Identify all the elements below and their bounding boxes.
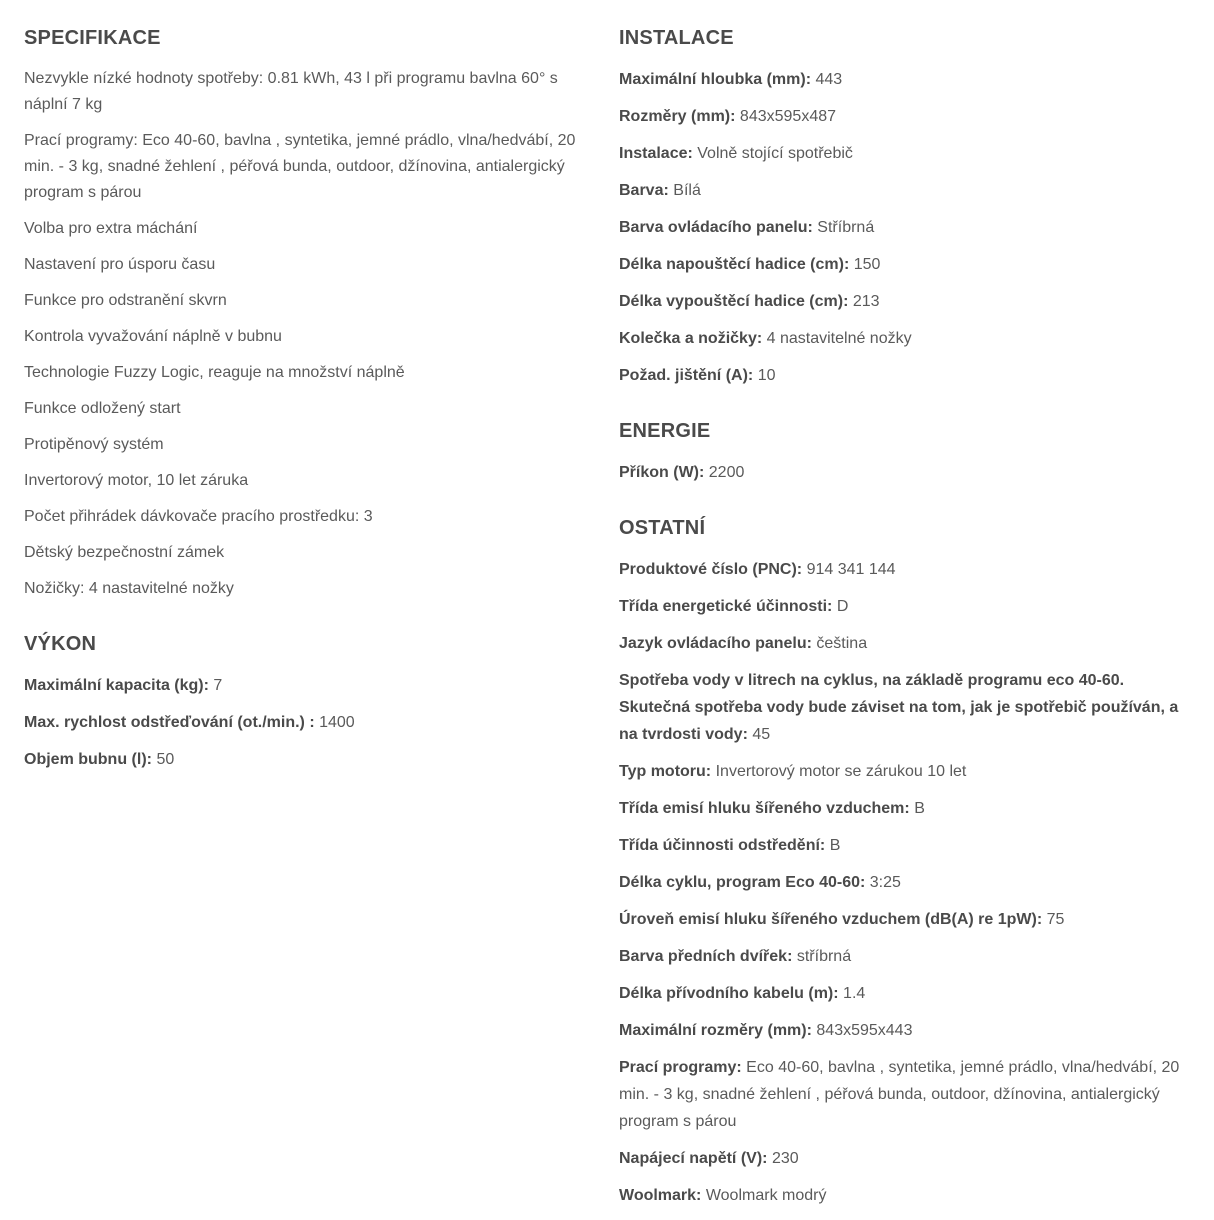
spec-key: Prací programy: bbox=[619, 1059, 742, 1076]
spec-value: 7 bbox=[213, 677, 223, 694]
spec-key: Barva: bbox=[619, 182, 669, 199]
spec-value: Bílá bbox=[673, 182, 701, 199]
spec-key: Délka napouštěcí hadice (cm): bbox=[619, 256, 850, 273]
spec-key: Délka cyklu, program Eco 40-60: bbox=[619, 874, 866, 891]
spec-row bbox=[619, 1182, 1189, 1209]
spec-item: Nožičky: 4 nastavitelné nožky bbox=[24, 580, 234, 597]
spec-row bbox=[619, 1054, 1189, 1135]
spec-key: Třída účinnosti odstředění: bbox=[619, 837, 826, 854]
left-column bbox=[24, 0, 594, 783]
spec-row bbox=[619, 795, 1189, 822]
spec-value: 4 nastavitelné nožky bbox=[766, 330, 912, 347]
spec-value: 914 341 144 bbox=[806, 561, 896, 578]
spec-row bbox=[619, 943, 1189, 970]
spec-value: Invertorový motor se zárukou 10 let bbox=[715, 763, 967, 780]
spec-value: 75 bbox=[1046, 911, 1065, 928]
spec-value: 213 bbox=[852, 293, 880, 310]
spec-value: D bbox=[836, 598, 849, 615]
spec-key: Jazyk ovládacího panelu: bbox=[619, 635, 812, 652]
spec-value: 3:25 bbox=[869, 874, 901, 891]
spec-row bbox=[619, 1145, 1189, 1172]
spec-key: Max. rychlost odstřeďování (ot./min.) : bbox=[24, 714, 315, 731]
spec-key: Spotřeba vody v litrech na cyklus, na základě programu eco 40-60. Skutečná spotřeba vody bude záviset na tom, jak je spotřebič používán, a na tvrdosti vody: bbox=[619, 672, 1179, 743]
spec-item: Nastavení pro úsporu času bbox=[24, 256, 216, 273]
spec-value: 443 bbox=[815, 71, 843, 88]
spec-key: Třída energetické účinnosti: bbox=[619, 598, 833, 615]
spec-item: Protipěnový systém bbox=[24, 436, 164, 453]
spec-key: Napájecí napětí (V): bbox=[619, 1150, 768, 1167]
spec-row bbox=[619, 103, 1189, 130]
spec-row bbox=[619, 66, 1189, 93]
spec-value: 843x595x487 bbox=[739, 108, 837, 125]
spec-row bbox=[619, 325, 1189, 352]
spec-row bbox=[619, 869, 1189, 896]
section-specifikace bbox=[24, 26, 594, 602]
spec-value: B bbox=[829, 837, 841, 854]
section-title-energie: ENERGIE bbox=[619, 420, 711, 442]
spec-value: 45 bbox=[752, 726, 771, 743]
spec-item: Funkce odložený start bbox=[24, 400, 181, 417]
spec-value: 843x595x443 bbox=[816, 1022, 913, 1039]
spec-item: Funkce pro odstranění skvrn bbox=[24, 292, 227, 309]
spec-value: 10 bbox=[757, 367, 776, 384]
section-title-instalace: INSTALACE bbox=[619, 27, 734, 49]
spec-item: Technologie Fuzzy Logic, reaguje na množství náplně bbox=[24, 364, 405, 381]
section-title-ostatni: OSTATNÍ bbox=[619, 517, 706, 539]
spec-row bbox=[619, 556, 1189, 583]
spec-row bbox=[619, 140, 1189, 167]
spec-value: 1.4 bbox=[843, 985, 866, 1002]
spec-key: Produktové číslo (PNC): bbox=[619, 561, 803, 578]
section-ostatni bbox=[619, 516, 1189, 1209]
spec-key: Instalace: bbox=[619, 145, 693, 162]
spec-row bbox=[619, 758, 1189, 785]
spec-item: Nezvykle nízké hodnoty spotřeby: 0.81 kWh, 43 l při programu bavlna 60° s náplní 7 kg bbox=[24, 70, 558, 113]
spec-value: 150 bbox=[853, 256, 881, 273]
spec-list bbox=[24, 66, 594, 602]
spec-value: Woolmark modrý bbox=[705, 1187, 827, 1204]
spec-key: Barva ovládacího panelu: bbox=[619, 219, 813, 236]
spec-item: Kontrola vyvažování náplně v bubnu bbox=[24, 328, 282, 345]
spec-row bbox=[24, 746, 594, 773]
spec-key: Požad. jištění (A): bbox=[619, 367, 754, 384]
spec-row bbox=[619, 667, 1189, 748]
spec-row bbox=[619, 251, 1189, 278]
spec-key: Délka přívodního kabelu (m): bbox=[619, 985, 839, 1002]
spec-key: Typ motoru: bbox=[619, 763, 712, 780]
spec-value: 50 bbox=[156, 751, 175, 768]
spec-value: 2200 bbox=[708, 464, 745, 481]
spec-row bbox=[619, 832, 1189, 859]
spec-key: Objem bubnu (l): bbox=[24, 751, 152, 768]
spec-key: Délka vypouštěcí hadice (cm): bbox=[619, 293, 849, 310]
section-instalace bbox=[619, 26, 1189, 389]
spec-key: Rozměry (mm): bbox=[619, 108, 736, 125]
section-title-vykon: VÝKON bbox=[24, 633, 97, 655]
spec-value: stříbrná bbox=[796, 948, 852, 965]
spec-value: Volně stojící spotřebič bbox=[697, 145, 853, 162]
spec-item: Prací programy: Eco 40-60, bavlna , syntetika, jemné prádlo, vlna/hedvábí, 20 min. - 3 kg, snadné žehlení , péřová bunda, outdoor, džínovina, antialergický program s párou bbox=[24, 132, 576, 201]
spec-key: Třída emisí hluku šířeného vzduchem: bbox=[619, 800, 910, 817]
spec-item: Počet přihrádek dávkovače pracího prostředku: 3 bbox=[24, 508, 373, 525]
spec-key: Woolmark: bbox=[619, 1187, 702, 1204]
spec-value: Stříbrná bbox=[817, 219, 875, 236]
spec-key: Příkon (W): bbox=[619, 464, 705, 481]
section-title-specifikace: SPECIFIKACE bbox=[24, 27, 161, 49]
spec-row bbox=[24, 709, 594, 736]
spec-row bbox=[619, 214, 1189, 241]
spec-value: B bbox=[914, 800, 925, 817]
spec-row bbox=[619, 288, 1189, 315]
spec-row bbox=[619, 362, 1189, 389]
spec-key: Úroveň emisí hluku šířeného vzduchem (dB(A) re 1pW): bbox=[619, 911, 1043, 928]
spec-row bbox=[619, 1017, 1189, 1044]
right-column bbox=[619, 0, 1189, 1219]
spec-value: 1400 bbox=[319, 714, 355, 731]
spec-value: čeština bbox=[816, 635, 868, 652]
spec-item: Dětský bezpečnostní zámek bbox=[24, 544, 225, 561]
spec-value: 230 bbox=[771, 1150, 799, 1167]
spec-key: Maximální kapacita (kg): bbox=[24, 677, 209, 694]
spec-key: Maximální hloubka (mm): bbox=[619, 71, 812, 88]
spec-item: Invertorový motor, 10 let záruka bbox=[24, 472, 249, 489]
section-energie bbox=[619, 419, 1189, 486]
spec-row bbox=[619, 459, 1189, 486]
spec-row bbox=[619, 980, 1189, 1007]
spec-row bbox=[24, 672, 594, 699]
spec-row bbox=[619, 177, 1189, 204]
section-vykon bbox=[24, 632, 594, 773]
spec-row bbox=[619, 593, 1189, 620]
spec-key: Maximální rozměry (mm): bbox=[619, 1022, 812, 1039]
spec-value: Eco 40-60, bavlna , syntetika, jemné prádlo, vlna/hedvábí, 20 min. - 3 kg, snadné žehlení , péřová bunda, outdoor, džínovina, antialergický program s párou bbox=[619, 1059, 1180, 1130]
spec-key: Barva předních dvířek: bbox=[619, 948, 793, 965]
spec-item: Volba pro extra máchání bbox=[24, 220, 198, 237]
spec-row bbox=[619, 906, 1189, 933]
spec-row bbox=[619, 630, 1189, 657]
spec-key: Kolečka a nožičky: bbox=[619, 330, 763, 347]
